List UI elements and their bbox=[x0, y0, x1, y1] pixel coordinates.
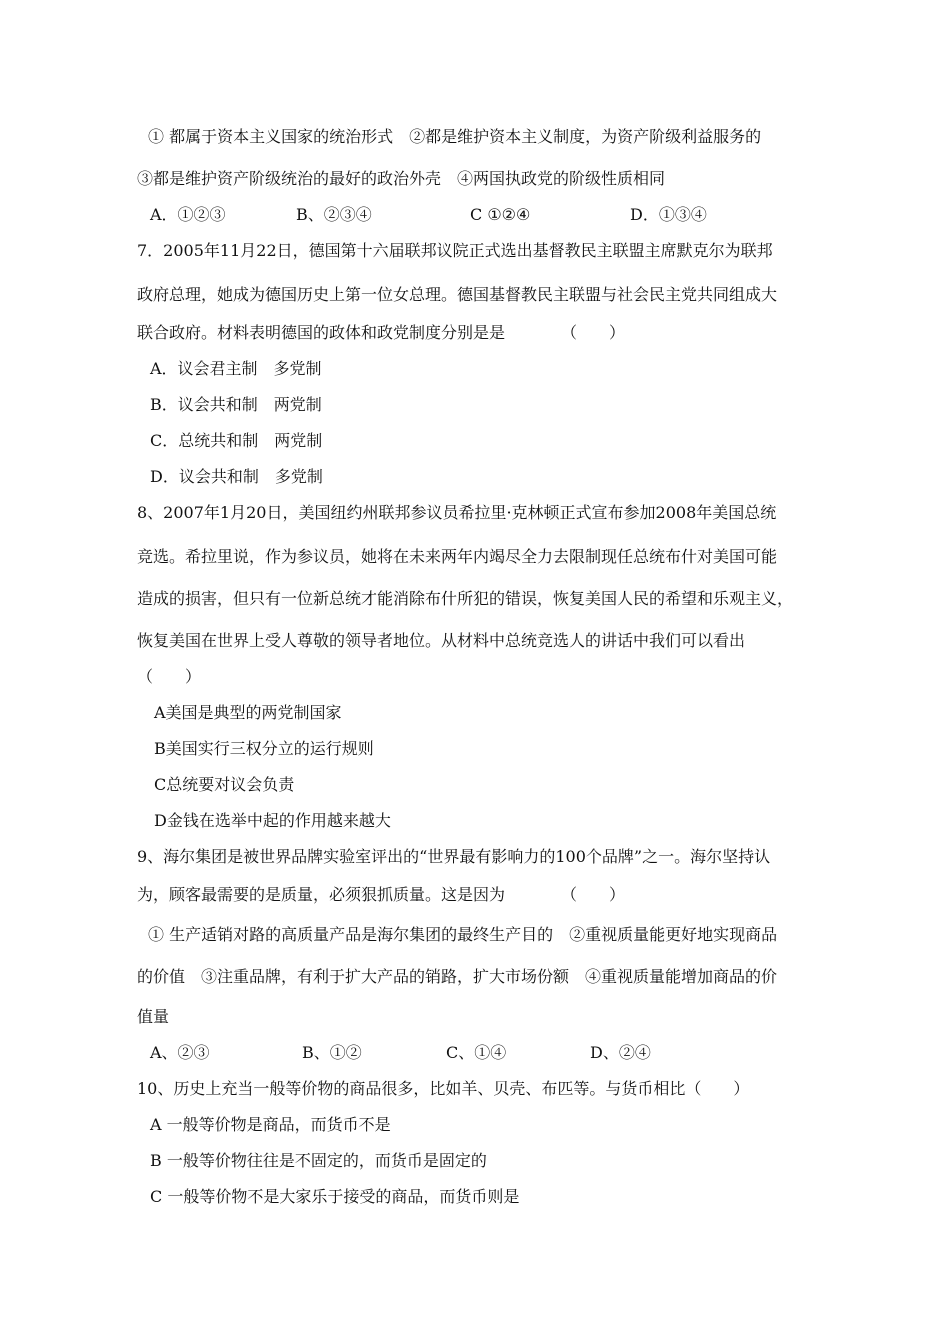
q9-option-b: B、①② bbox=[302, 1043, 362, 1062]
q7-option-c: C．总统共和制 两党制 bbox=[150, 431, 323, 450]
q7-option-a: A．议会君主制 多党制 bbox=[150, 359, 322, 378]
q8-stem-line-2: 竞选。希拉里说，作为参议员，她将在未来两年内竭尽全力去限制现任总统布什对美国可能 bbox=[137, 547, 778, 566]
q9-statements-line-2: 的价值 ③注重品牌，有利于扩大产品的销路，扩大市场份额 ④重视质量能增加商品的价 bbox=[137, 967, 778, 986]
q6-option-b: B、②③④ bbox=[296, 205, 372, 224]
q8-stem-line-3: 造成的损害，但只有一位新总统才能消除布什所犯的错误，恢复美国人民的希望和乐观主义， bbox=[137, 589, 794, 608]
q7-option-b: B．议会共和制 两党制 bbox=[150, 395, 322, 414]
q9-statements-line-3: 值量 bbox=[137, 1007, 170, 1026]
q8-option-c: C总统要对议会负责 bbox=[154, 775, 295, 794]
q9-stem-line-1: 9、海尔集团是被世界品牌实验室评出的“世界最有影响力的100个品牌”之一。海尔坚持认 bbox=[137, 847, 771, 866]
q6-option-a: A．①②③ bbox=[150, 205, 226, 224]
q8-option-b: B美国实行三权分立的运行规则 bbox=[154, 739, 374, 758]
q9-statements-line-1: ① 生产适销对路的高质量产品是海尔集团的最终生产目的 ②重视质量能更好地实现商品 bbox=[148, 925, 778, 944]
q6-options bbox=[150, 204, 707, 226]
q9-options bbox=[150, 1042, 651, 1064]
q6-option-d: D．①③④ bbox=[630, 205, 707, 224]
q7-stem-line-1: 7．2005年11月22日，德国第十六届联邦议院正式选出基督教民主联盟主席默克尔为联邦 bbox=[137, 241, 773, 260]
q8-answer-blank: （ ） bbox=[137, 667, 202, 686]
q9-stem-line-2: 为，顾客最需要的是质量，必须狠抓质量。这是因为 （ ） bbox=[137, 885, 626, 904]
q7-stem-line-2: 政府总理，她成为德国历史上第一位女总理。德国基督教民主联盟与社会民主党共同组成大 bbox=[137, 285, 778, 304]
q6-option-c: C ①②④ bbox=[470, 205, 531, 224]
q10-stem-line-1: 10、历史上充当一般等价物的商品很多，比如羊、贝壳、布匹等。与货币相比（ ） bbox=[137, 1079, 750, 1098]
q10-option-b: B 一般等价物往往是不固定的，而货币是固定的 bbox=[150, 1151, 487, 1170]
q7-stem-line-3: 联合政府。材料表明德国的政体和政党制度分别是是 （ ） bbox=[137, 323, 626, 342]
q8-option-a: A美国是典型的两党制国家 bbox=[154, 703, 342, 722]
q10-option-c: C 一般等价物不是大家乐于接受的商品，而货币则是 bbox=[150, 1187, 520, 1206]
q9-option-c: C、①④ bbox=[446, 1043, 507, 1062]
q6-statements-line-1: ① 都属于资本主义国家的统治形式 ②都是维护资本主义制度，为资产阶级利益服务的 bbox=[148, 127, 762, 146]
q8-option-d: D金钱在选举中起的作用越来越大 bbox=[154, 811, 391, 830]
q8-stem-line-4: 恢复美国在世界上受人尊敬的领导者地位。从材料中总统竞选人的讲话中我们可以看出 bbox=[137, 631, 746, 650]
q9-option-a: A、②③ bbox=[150, 1043, 210, 1062]
q8-stem-line-1: 8、2007年1月20日，美国纽约州联邦参议员希拉里·克林顿正式宣布参加2008年美国总统 bbox=[137, 503, 777, 522]
q7-option-d: D．议会共和制 多党制 bbox=[150, 467, 323, 486]
q6-statements-line-2: ③都是维护资产阶级统治的最好的政治外壳 ④两国执政党的阶级性质相同 bbox=[137, 169, 666, 188]
q9-option-d: D、②④ bbox=[590, 1043, 651, 1062]
q10-option-a: A 一般等价物是商品，而货币不是 bbox=[150, 1115, 391, 1134]
